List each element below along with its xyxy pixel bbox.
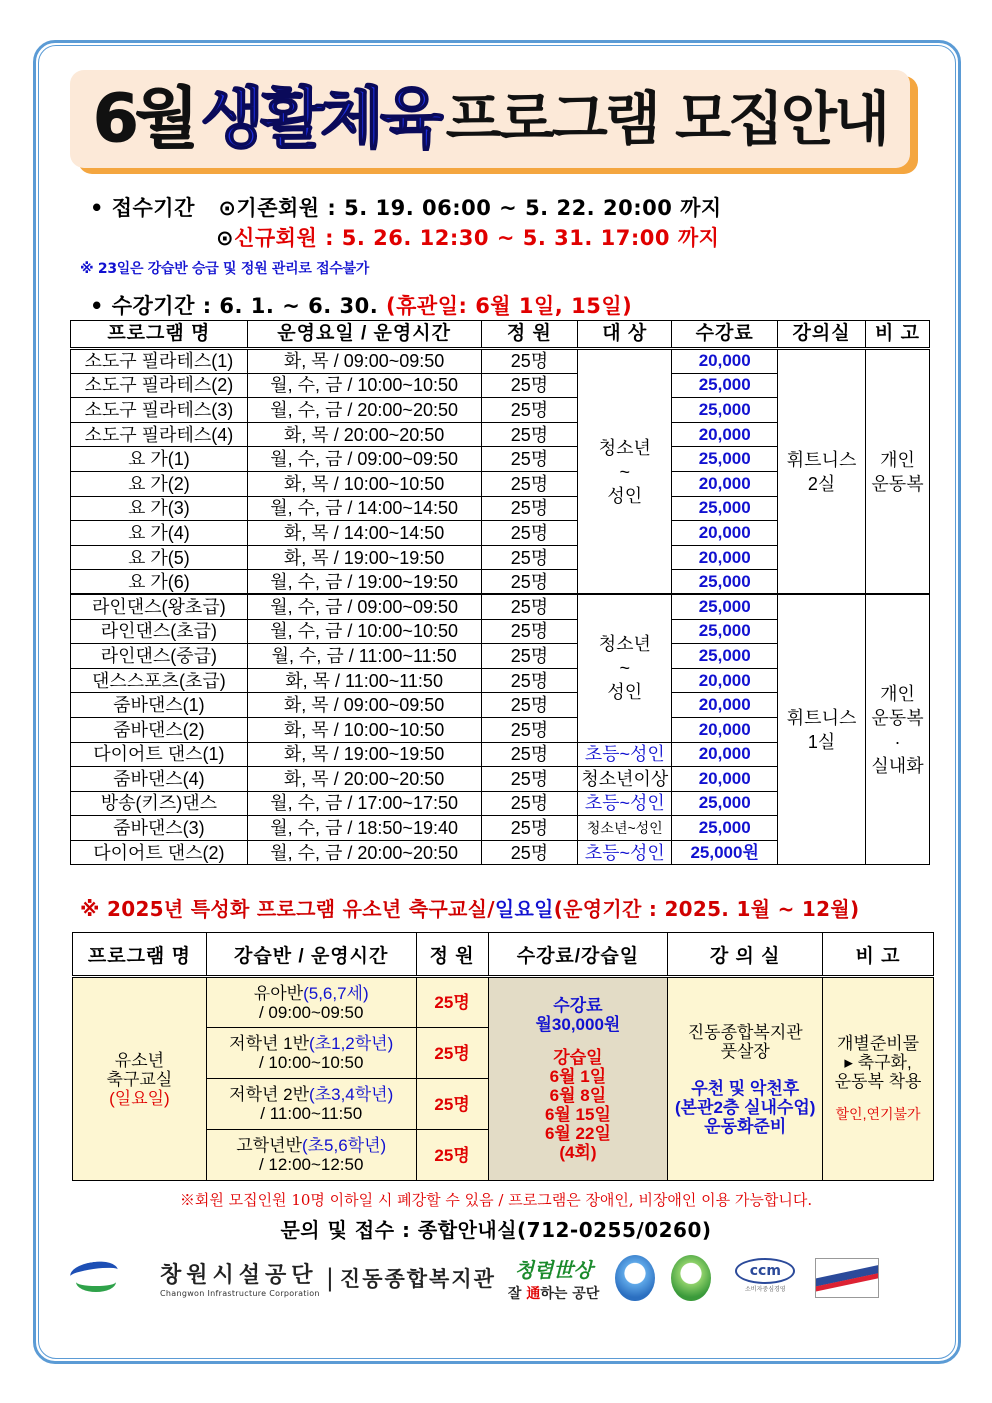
column-header: 대 상 bbox=[578, 321, 672, 349]
column-header: 수강료 bbox=[672, 321, 778, 349]
program-name: 소도구 필라테스(4) bbox=[71, 422, 248, 447]
program-fee: 25,000 bbox=[672, 791, 778, 816]
program-capacity: 25명 bbox=[481, 717, 578, 742]
registration-note: ※ 23일은 강습반 승급 및 정원 관리로 접수불가 bbox=[80, 261, 370, 277]
group-room: 휘트니스 1실 bbox=[778, 594, 866, 865]
program-fee: 25,000 bbox=[672, 447, 778, 472]
program-fee: 20,000 bbox=[672, 545, 778, 570]
soccer-remark: 개별준비물 ▸ 축구화, 운동복 착용 할인,연기불가 bbox=[823, 977, 934, 1181]
program-capacity: 25명 bbox=[481, 840, 578, 865]
mascot-blue-icon bbox=[615, 1255, 655, 1301]
registration-label: • 접수기간 bbox=[90, 196, 195, 220]
program-schedule: 화, 목 / 20:00~20:50 bbox=[247, 422, 481, 447]
soccer-capacity: 25명 bbox=[416, 1079, 488, 1130]
program-name: 줌바댄스(2) bbox=[71, 717, 248, 742]
column-header: 정 원 bbox=[481, 321, 578, 349]
program-schedule: 월, 수, 금 / 20:00~20:50 bbox=[247, 840, 481, 865]
program-fee: 20,000 bbox=[672, 717, 778, 742]
ccm-sub: 소비자중심경영 bbox=[745, 1286, 786, 1293]
program-target: 초등~성인 bbox=[578, 791, 672, 816]
program-schedule: 월, 수, 금 / 14:00~14:50 bbox=[247, 496, 481, 521]
program-capacity: 25명 bbox=[481, 570, 578, 595]
soccer-capacity: 25명 bbox=[416, 1028, 488, 1079]
soccer-room: 진동종합복지관 풋살장 우천 및 악천후 (본관2층 실내수업) 운동화준비 bbox=[668, 977, 823, 1181]
program-fee: 25,000 bbox=[672, 594, 778, 619]
soccer-column-header: 비 고 bbox=[823, 933, 934, 977]
period-closed: (휴관일: 6월 1일, 15일) bbox=[386, 294, 633, 318]
soccer-program: 유소년 축구교실 (일요일) bbox=[73, 977, 207, 1181]
program-name: 요 가(3) bbox=[71, 496, 248, 521]
table-row bbox=[71, 594, 930, 619]
program-fee: 20,000 bbox=[672, 668, 778, 693]
program-capacity: 25명 bbox=[481, 619, 578, 644]
registration-line-1 bbox=[90, 192, 722, 222]
column-header: 운영요일 / 운영시간 bbox=[247, 321, 481, 349]
program-capacity: 25명 bbox=[481, 422, 578, 447]
program-schedule: 화, 목 / 09:00~09:50 bbox=[247, 349, 481, 374]
title-sports: 생활체육 bbox=[200, 80, 440, 157]
program-name: 다이어트 댄스(2) bbox=[71, 840, 248, 865]
program-name: 라인댄스(중급) bbox=[71, 644, 248, 669]
program-target: 청소년이상 bbox=[578, 767, 672, 792]
soccer-header-row bbox=[73, 933, 934, 977]
registration-line-2 bbox=[216, 222, 719, 252]
slogan-logo bbox=[508, 1254, 599, 1303]
program-schedule: 화, 목 / 19:00~19:50 bbox=[247, 545, 481, 570]
logo-strip bbox=[68, 1252, 938, 1304]
period-line bbox=[90, 290, 632, 320]
title-banner bbox=[70, 70, 910, 168]
program-schedule: 화, 목 / 20:00~20:50 bbox=[247, 767, 481, 792]
soccer-class: 저학년 2반(초3,4학년) / 11:00~11:50 bbox=[206, 1079, 416, 1130]
program-schedule: 화, 목 / 10:00~10:50 bbox=[247, 717, 481, 742]
certification-flag-icon bbox=[815, 1258, 879, 1298]
soccer-class: 고학년반(초5,6학년) / 12:00~12:50 bbox=[206, 1130, 416, 1181]
program-fee: 25,000 bbox=[672, 496, 778, 521]
program-name: 요 가(6) bbox=[71, 570, 248, 595]
title-rest: 프로그램 모집안내 bbox=[445, 85, 888, 153]
center-name: 진동종합복지관 bbox=[339, 1266, 496, 1291]
group-remark: 개인 운동복 · 실내화 bbox=[866, 594, 930, 865]
program-name: 방송(키즈)댄스 bbox=[71, 791, 248, 816]
footer-notice: ※회원 모집인원 10명 이하일 시 폐강할 수 있음 / 프로그램은 장애인, 비장애인 이용 가능합니다. bbox=[179, 1191, 813, 1209]
slogan-top: 청렴世상 bbox=[514, 1257, 593, 1282]
registration-new: 신규회원 : 5. 26. 12:30 ~ 5. 31. 17:00 까지 bbox=[234, 226, 720, 250]
program-name: 라인댄스(왕초급) bbox=[71, 594, 248, 619]
program-schedule: 월, 수, 금 / 17:00~17:50 bbox=[247, 791, 481, 816]
table-group-1 bbox=[71, 349, 930, 595]
soccer-capacity: 25명 bbox=[416, 977, 488, 1028]
program-name: 댄스스포츠(초급) bbox=[71, 668, 248, 693]
soccer-capacity: 25명 bbox=[416, 1130, 488, 1181]
program-fee: 25,000 bbox=[672, 398, 778, 423]
program-capacity: 25명 bbox=[481, 521, 578, 546]
org-name: 창원시설공단 bbox=[160, 1262, 318, 1288]
soccer-row bbox=[73, 977, 934, 1028]
program-capacity: 25명 bbox=[481, 668, 578, 693]
program-capacity: 25명 bbox=[481, 545, 578, 570]
ccm-logo bbox=[733, 1258, 797, 1298]
program-schedule: 월, 수, 금 / 09:00~09:50 bbox=[247, 447, 481, 472]
program-capacity: 25명 bbox=[481, 644, 578, 669]
table-row bbox=[71, 349, 930, 374]
program-capacity: 25명 bbox=[481, 496, 578, 521]
program-name: 줌바댄스(3) bbox=[71, 816, 248, 841]
program-name: 요 가(5) bbox=[71, 545, 248, 570]
program-fee: 25,000 bbox=[672, 644, 778, 669]
program-schedule: 월, 수, 금 / 10:00~10:50 bbox=[247, 619, 481, 644]
program-fee: 20,000 bbox=[672, 767, 778, 792]
ccm-text: ccm bbox=[735, 1258, 795, 1284]
column-header: 강의실 bbox=[778, 321, 866, 349]
program-schedule: 월, 수, 금 / 09:00~09:50 bbox=[247, 594, 481, 619]
program-name: 다이어트 댄스(1) bbox=[71, 742, 248, 767]
soccer-program-day: (일요일) bbox=[109, 1088, 170, 1108]
soccer-column-header: 강 의 실 bbox=[668, 933, 823, 977]
program-fee: 25,000 bbox=[672, 570, 778, 595]
program-name: 라인댄스(초급) bbox=[71, 619, 248, 644]
group-room: 휘트니스 2실 bbox=[778, 349, 866, 595]
group-target: 청소년 ~ 성인 bbox=[578, 349, 672, 595]
program-capacity: 25명 bbox=[481, 373, 578, 398]
program-schedule: 화, 목 / 09:00~09:50 bbox=[247, 693, 481, 718]
program-table bbox=[70, 320, 930, 865]
program-target: 청소년~성인 bbox=[578, 816, 672, 841]
program-schedule: 화, 목 / 10:00~10:50 bbox=[247, 471, 481, 496]
program-target: 초등~성인 bbox=[578, 840, 672, 865]
registration-new-prefix: ⊙ bbox=[216, 226, 235, 250]
program-name: 요 가(2) bbox=[71, 471, 248, 496]
program-name: 소도구 필라테스(3) bbox=[71, 398, 248, 423]
registration-existing: ⊙기존회원 : 5. 19. 06:00 ~ 5. 22. 20:00 까지 bbox=[218, 196, 722, 220]
program-capacity: 25명 bbox=[481, 791, 578, 816]
program-fee: 20,000 bbox=[672, 742, 778, 767]
soccer-column-header: 프로그램 명 bbox=[73, 933, 207, 977]
program-schedule: 월, 수, 금 / 10:00~10:50 bbox=[247, 373, 481, 398]
city-logo-icon bbox=[68, 1256, 120, 1300]
column-header: 비 고 bbox=[866, 321, 930, 349]
soccer-class: 저학년 1반(초1,2학년) / 10:00~10:50 bbox=[206, 1028, 416, 1079]
program-capacity: 25명 bbox=[481, 349, 578, 374]
program-fee: 25,000 bbox=[672, 816, 778, 841]
program-capacity: 25명 bbox=[481, 594, 578, 619]
soccer-column-header: 강습반 / 운영시간 bbox=[206, 933, 416, 977]
special-program-notice bbox=[80, 893, 859, 922]
soccer-table bbox=[72, 932, 934, 1181]
program-name: 줌바댄스(4) bbox=[71, 767, 248, 792]
soccer-body bbox=[73, 977, 934, 1181]
program-capacity: 25명 bbox=[481, 742, 578, 767]
logo-separator: | bbox=[325, 1264, 334, 1292]
program-capacity: 25명 bbox=[481, 693, 578, 718]
program-fee: 20,000 bbox=[672, 349, 778, 374]
period-text: • 수강기간 : 6. 1. ~ 6. 30. bbox=[90, 294, 379, 318]
org-english: Changwon Infrastructure Corporation bbox=[160, 1289, 320, 1298]
group-target: 청소년 ~ 성인 bbox=[578, 594, 672, 742]
table-group-2 bbox=[71, 594, 930, 865]
table-header-row bbox=[71, 321, 930, 349]
program-fee: 25,000 bbox=[672, 373, 778, 398]
column-header: 프로그램 명 bbox=[71, 321, 248, 349]
special-prefix: ※ 2025년 특성화 프로그램 유소년 축구교실/ bbox=[80, 897, 495, 921]
program-schedule: 월, 수, 금 / 20:00~20:50 bbox=[247, 398, 481, 423]
program-schedule: 화, 목 / 19:00~19:50 bbox=[247, 742, 481, 767]
program-name: 줌바댄스(1) bbox=[71, 693, 248, 718]
program-capacity: 25명 bbox=[481, 767, 578, 792]
group-remark: 개인 운동복 bbox=[866, 349, 930, 595]
special-day: 일요일 bbox=[494, 897, 554, 921]
soccer-column-header: 정 원 bbox=[416, 933, 488, 977]
footer-contact: 문의 및 접수 : 종합안내실(712-0255/0260) bbox=[280, 1218, 712, 1242]
program-schedule: 월, 수, 금 / 18:50~19:40 bbox=[247, 816, 481, 841]
program-fee: 20,000 bbox=[672, 521, 778, 546]
program-name: 소도구 필라테스(2) bbox=[71, 373, 248, 398]
program-name: 요 가(1) bbox=[71, 447, 248, 472]
program-name: 요 가(4) bbox=[71, 521, 248, 546]
program-capacity: 25명 bbox=[481, 447, 578, 472]
program-fee: 20,000 bbox=[672, 422, 778, 447]
special-suffix: (운영기간 : 2025. 1월 ~ 12월) bbox=[553, 897, 860, 921]
program-fee: 25,000 bbox=[672, 619, 778, 644]
soccer-class: 유아반(5,6,7세) / 09:00~09:50 bbox=[206, 977, 416, 1028]
program-fee: 25,000원 bbox=[672, 840, 778, 865]
title-month: 6월 bbox=[92, 80, 195, 157]
org-logo bbox=[160, 1258, 320, 1298]
program-capacity: 25명 bbox=[481, 471, 578, 496]
program-fee: 20,000 bbox=[672, 471, 778, 496]
slogan-bottom: 잘 通하는 공단 bbox=[507, 1285, 600, 1302]
soccer-column-header: 수강료/강습일 bbox=[488, 933, 668, 977]
program-schedule: 화, 목 / 11:00~11:50 bbox=[247, 668, 481, 693]
program-name: 소도구 필라테스(1) bbox=[71, 349, 248, 374]
program-capacity: 25명 bbox=[481, 816, 578, 841]
program-schedule: 월, 수, 금 / 11:00~11:50 bbox=[247, 644, 481, 669]
program-schedule: 화, 목 / 14:00~14:50 bbox=[247, 521, 481, 546]
mascot-green-icon bbox=[671, 1255, 711, 1301]
soccer-fee-days: 수강료 월30,000원 강습일 6월 1일 6월 8일 6월 15일 6월 22일 (4회) bbox=[488, 977, 668, 1181]
program-schedule: 월, 수, 금 / 19:00~19:50 bbox=[247, 570, 481, 595]
program-target: 초등~성인 bbox=[578, 742, 672, 767]
program-fee: 20,000 bbox=[672, 693, 778, 718]
program-capacity: 25명 bbox=[481, 398, 578, 423]
